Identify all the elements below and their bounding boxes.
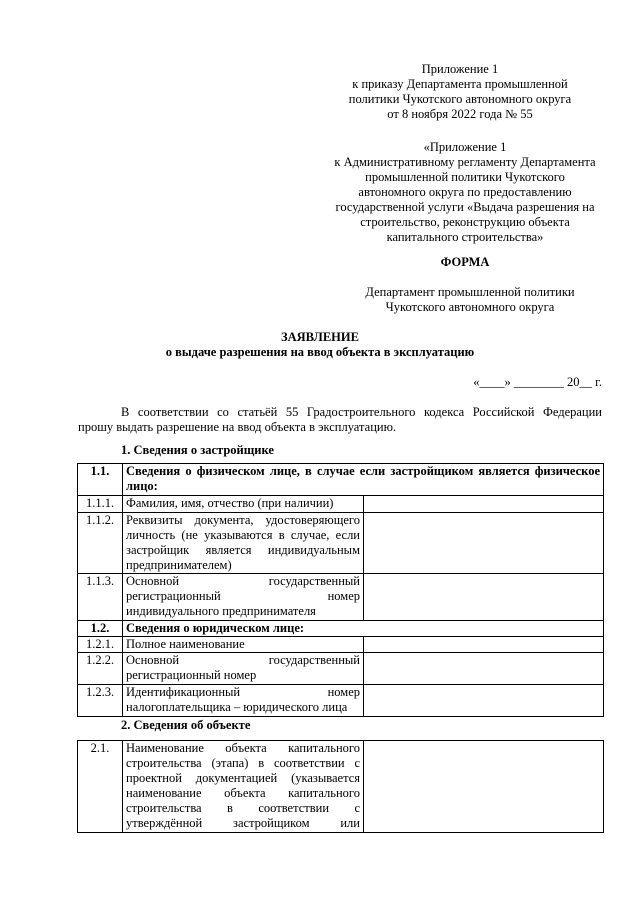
row-label-line: строительства в соответствии с — [126, 801, 360, 815]
table-row — [78, 464, 604, 496]
row-label — [123, 574, 364, 621]
value-cell[interactable] — [364, 513, 604, 574]
row-label — [123, 496, 364, 513]
row-number: 1.1.2. — [78, 513, 123, 574]
appendix-2-line: к Административному регламенту Департамента — [334, 155, 596, 169]
row-label — [123, 637, 364, 653]
row-label-line: Фамилия, имя, отчество (при наличии) — [126, 496, 334, 510]
row-label-line: Полное наименование — [126, 637, 245, 651]
row-label — [123, 685, 364, 717]
row-label-line: проектной документацией (указывается — [126, 771, 360, 785]
row-label-line: регистрационный номер — [126, 668, 257, 682]
developer-info-table — [77, 463, 604, 717]
row-number: 1.1.1. — [78, 496, 123, 513]
row-label-line: наименование объекта капитального — [126, 786, 360, 800]
table-row — [78, 496, 604, 513]
row-number: 1.2.3. — [78, 685, 123, 717]
row-label — [123, 513, 364, 574]
appendix-1-line: к приказу Департамента промышленной — [352, 77, 568, 91]
table-row — [78, 574, 604, 621]
row-label-line: Сведения о юридическом лице: — [126, 621, 305, 635]
appendix-2-line: государственной услуги «Выдача разрешения на — [335, 200, 595, 214]
row-label-line: лицо: — [126, 479, 158, 493]
intro-paragraph — [78, 405, 602, 435]
row-label-line: застройщик является индивидуальным — [126, 543, 360, 557]
date-line: «____» ________ 20__ г. — [473, 375, 602, 389]
row-label-line: Реквизиты документа, удостоверяющего — [126, 513, 360, 527]
appendix-2-line: «Приложение 1 — [423, 140, 507, 154]
row-label-line: регистрационный номер — [126, 589, 360, 603]
document-title: ЗАЯВЛЕНИЕ — [281, 330, 359, 344]
appendix-1-header — [330, 62, 590, 122]
row-label-line: предпринимателем) — [126, 558, 232, 572]
row-label — [123, 741, 364, 833]
row-label-line: личность (не указываются в случае, если — [126, 528, 360, 542]
row-label-line: Сведения о физическом лице, в случае если застройщиком является физическое — [126, 464, 600, 478]
object-info-table — [77, 740, 604, 833]
row-label-line: строительства (этапа) в соответствии с — [126, 756, 360, 770]
appendix-2-line: строительство, реконструкцию объекта — [360, 215, 570, 229]
appendix-2-line: промышленной политики Чукотского — [365, 170, 565, 184]
value-cell[interactable] — [364, 741, 604, 833]
table-row — [78, 637, 604, 653]
row-label — [123, 653, 364, 685]
row-number: 1.1.3. — [78, 574, 123, 621]
addressee-line: Чукотского автономного округа — [385, 300, 555, 314]
value-cell[interactable] — [364, 685, 604, 717]
addressee — [340, 285, 600, 315]
table-row — [78, 653, 604, 685]
intro-line-2: прошу выдать разрешение на ввод объекта в эксплуатацию. — [78, 420, 397, 434]
row-label-line: налогоплательщика – юридического лица — [126, 700, 348, 714]
row-number: 1.1. — [78, 464, 123, 496]
row-number: 1.2.2. — [78, 653, 123, 685]
row-label-line: Наименование объекта капитального — [126, 741, 360, 755]
section-1-heading: 1. Сведения о застройщике — [121, 443, 274, 457]
value-cell[interactable] — [364, 637, 604, 653]
table-row — [78, 513, 604, 574]
row-number: 1.2. — [78, 621, 123, 637]
table-row — [78, 741, 604, 833]
document-subtitle: о выдаче разрешения на ввод объекта в эксплуатацию — [165, 345, 475, 359]
appendix-1-line: политики Чукотского автономного округа — [348, 92, 572, 106]
value-cell[interactable] — [364, 574, 604, 621]
form-label: ФОРМА — [440, 255, 490, 269]
appendix-1-line: Приложение 1 — [421, 62, 499, 76]
value-cell[interactable] — [364, 653, 604, 685]
row-label-line: индивидуального предпринимателя — [126, 604, 316, 618]
row-label-line: утверждённой застройщиком или — [126, 816, 360, 830]
appendix-2-line: капитального строительства» — [386, 230, 544, 244]
row-label-line: Идентификационный номер — [126, 685, 360, 699]
row-label-line: Основной государственный — [126, 574, 360, 588]
intro-line-1: В соответствии со статьёй 55 Градостроительного кодекса Российской Федерации — [121, 405, 602, 419]
row-number: 2.1. — [78, 741, 123, 833]
addressee-line: Департамент промышленной политики — [365, 285, 575, 299]
appendix-2-line: автономного округа по предоставлению — [358, 185, 572, 199]
appendix-1-line: от 8 ноября 2022 года № 55 — [387, 107, 533, 121]
value-cell[interactable] — [364, 496, 604, 513]
row-label-line: Основной государственный — [126, 653, 360, 667]
section-2-heading: 2. Сведения об объекте — [121, 718, 251, 732]
table-row — [78, 685, 604, 717]
table-row — [78, 621, 604, 637]
appendix-2-header — [320, 140, 610, 245]
row-number: 1.2.1. — [78, 637, 123, 653]
row-label — [123, 464, 604, 496]
row-label — [123, 621, 604, 637]
